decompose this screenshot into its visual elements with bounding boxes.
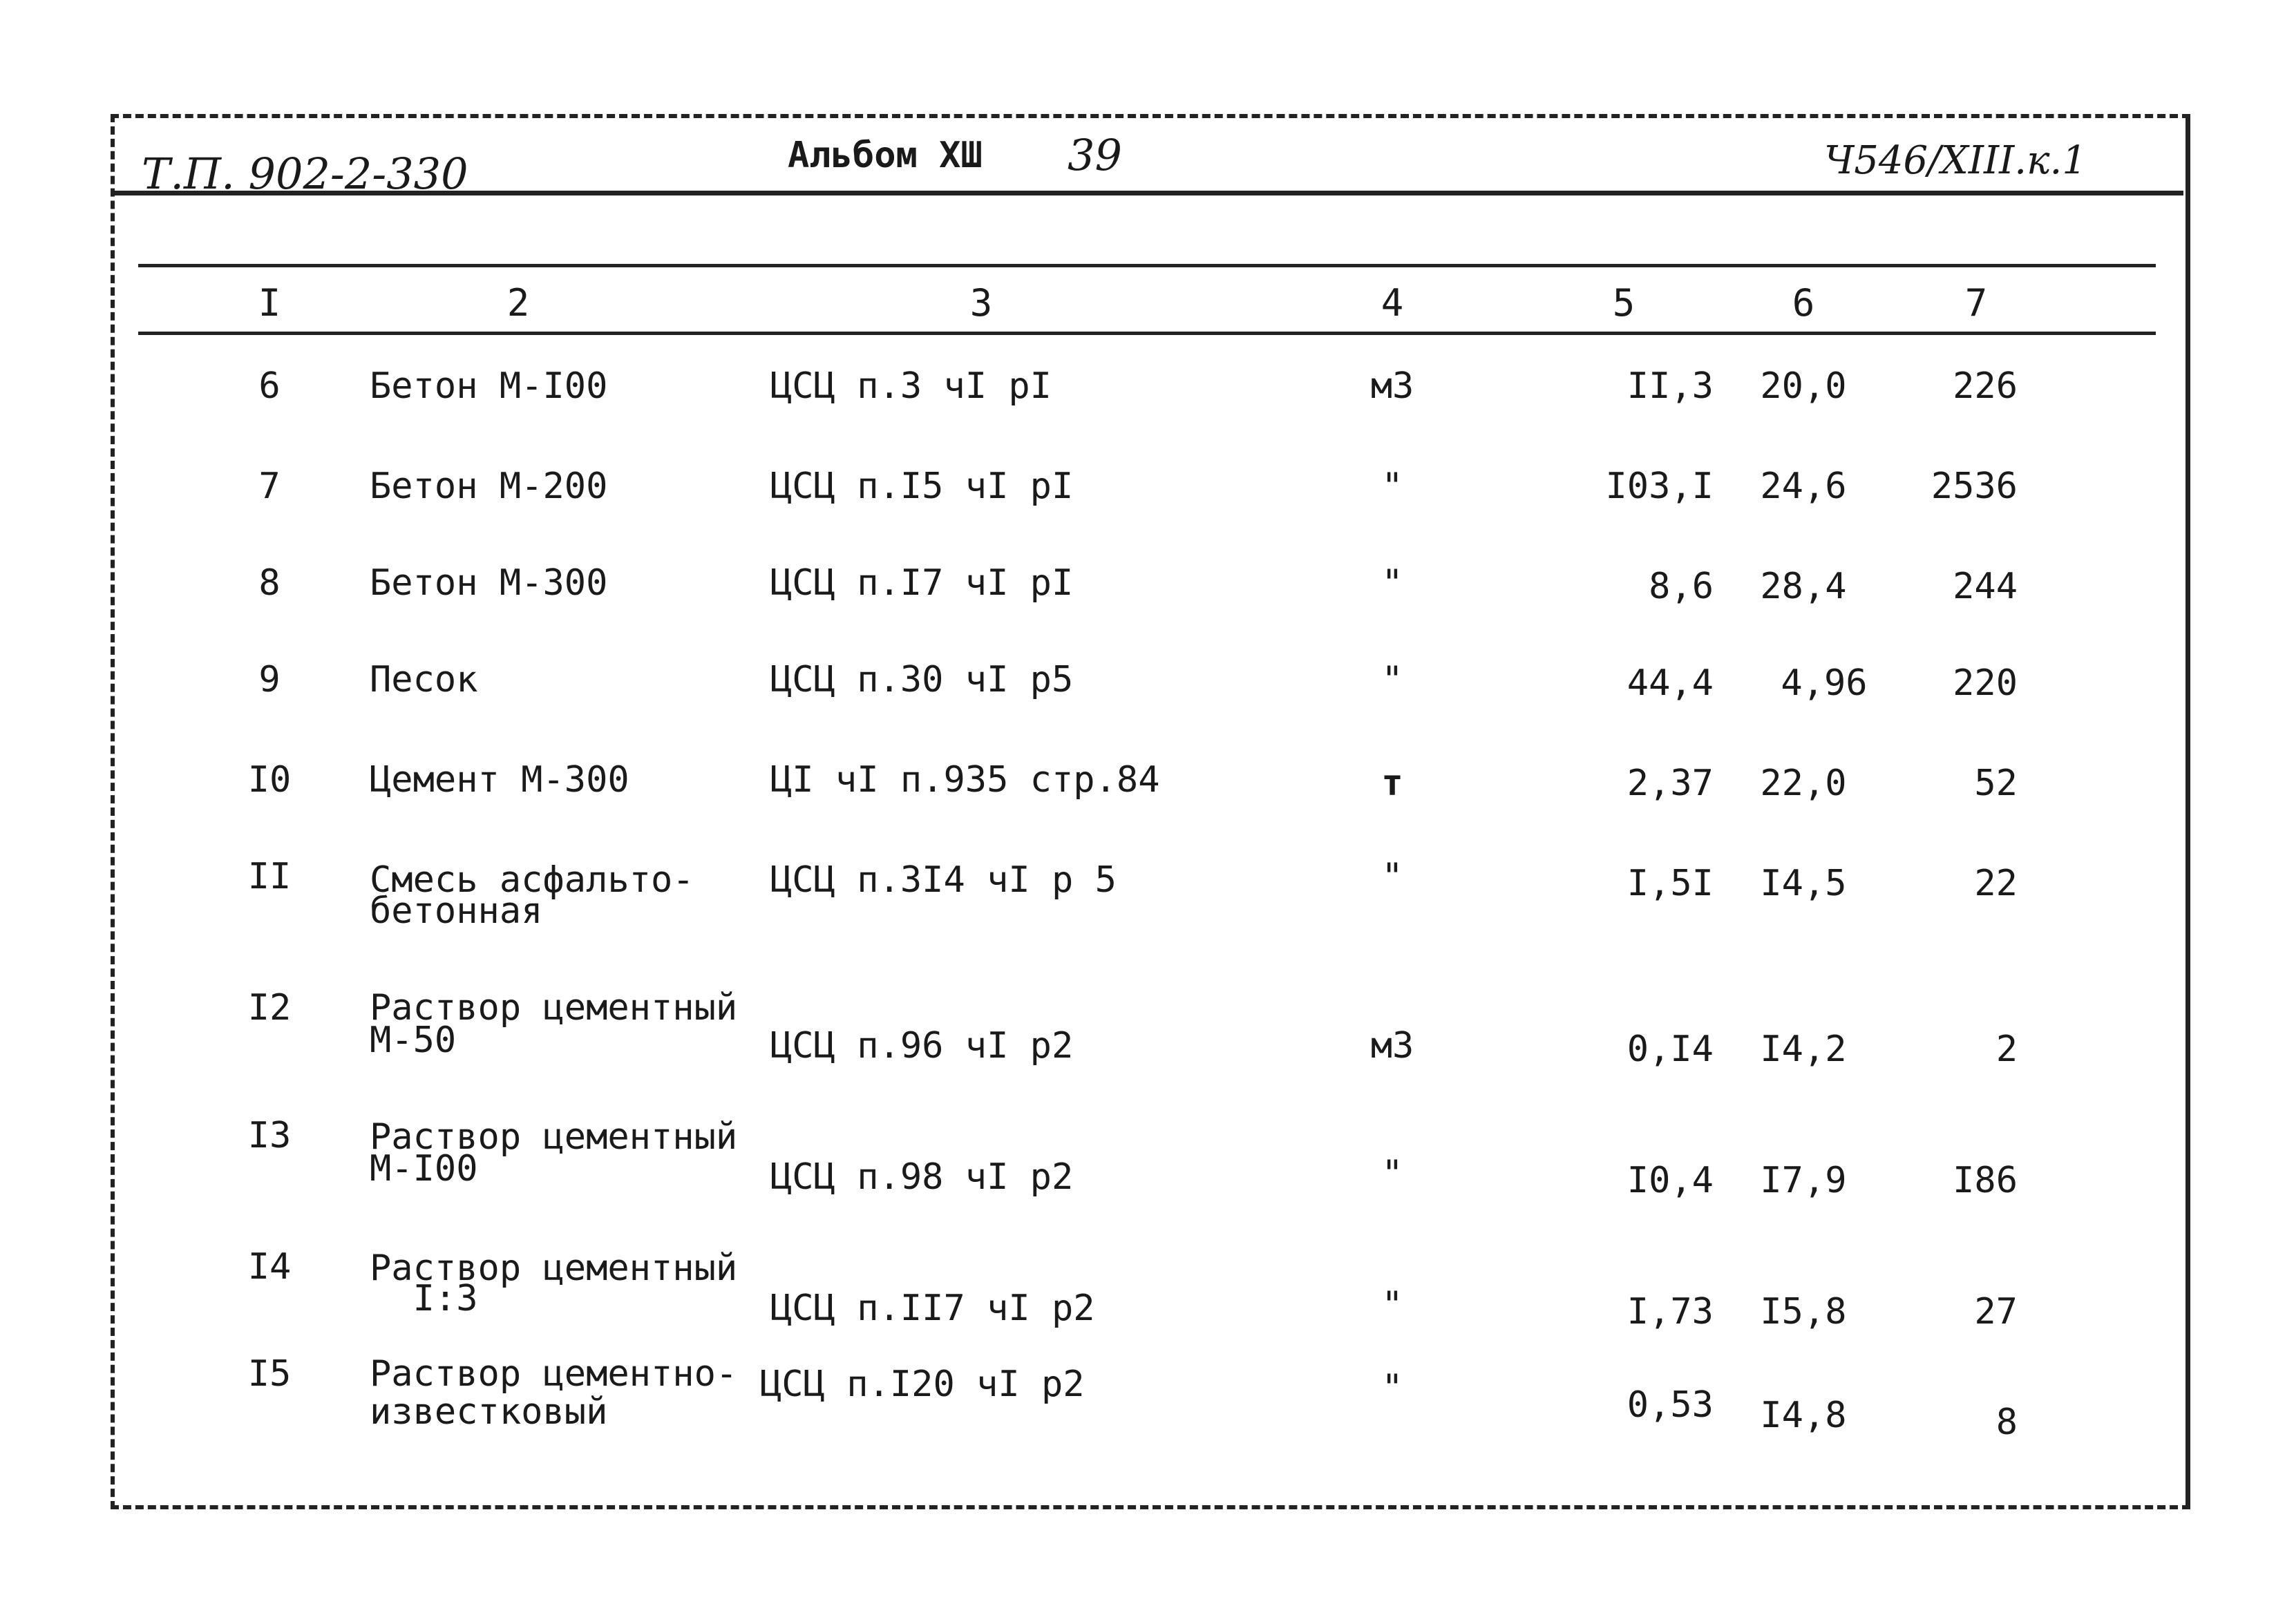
total-cost: 2 <box>1995 1029 2018 1070</box>
row-number: 9 <box>258 659 281 700</box>
row-number: I0 <box>247 759 292 801</box>
unit: " <box>1381 562 1403 604</box>
unit: " <box>1381 1284 1403 1326</box>
quantity: I,73 <box>1627 1291 1714 1332</box>
unit: " <box>1381 1153 1403 1194</box>
material-name-line-2: М-50 <box>370 1020 457 1061</box>
unit-price: I7,9 <box>1760 1160 1847 1201</box>
album-label: Альбом ХШ <box>788 135 983 176</box>
unit-price: I4,5 <box>1760 863 1847 904</box>
unit-price: I4,8 <box>1760 1395 1847 1436</box>
row-number: I2 <box>247 987 292 1029</box>
material-name: Цемент М-300 <box>370 759 629 801</box>
price-reference: ЦI чI п.935 стр.84 <box>770 759 1160 801</box>
quantity: 44,4 <box>1627 662 1714 704</box>
row-number: I5 <box>247 1353 292 1395</box>
unit-price: 20,0 <box>1760 365 1847 407</box>
quantity: 2,37 <box>1627 763 1714 804</box>
material-name: Бетон М-300 <box>370 562 608 604</box>
row-number: 6 <box>258 365 281 407</box>
quantity: I0,4 <box>1627 1160 1714 1201</box>
unit-price: I5,8 <box>1760 1291 1847 1332</box>
unit: т <box>1381 763 1403 804</box>
column-header-6: 6 <box>1792 281 1815 325</box>
quantity: I03,I <box>1605 466 1714 507</box>
quantity: 0,53 <box>1627 1384 1714 1426</box>
price-reference: ЦСЦ п.30 чI р5 <box>770 659 1074 700</box>
total-cost: 2536 <box>1931 466 2018 507</box>
column-header-5: 5 <box>1612 281 1635 325</box>
unit-price: 22,0 <box>1760 763 1847 804</box>
total-cost: 244 <box>1953 566 2018 607</box>
quantity: 8,6 <box>1649 566 1714 607</box>
material-name-line-1: Раствор цементный <box>370 987 738 1029</box>
table-header-rule <box>138 332 2156 335</box>
material-name-line-2: I:3 <box>370 1278 478 1319</box>
total-cost: 52 <box>1974 763 2018 804</box>
material-name: Бетон М-200 <box>370 466 608 507</box>
quantity: II,3 <box>1627 365 1714 407</box>
price-reference: ЦСЦ п.I20 чI р2 <box>760 1364 1085 1405</box>
material-name-line-1: Раствор цементный <box>370 1116 738 1158</box>
total-cost: 27 <box>1974 1291 2018 1332</box>
unit-price: 24,6 <box>1760 466 1847 507</box>
quantity: I,5I <box>1627 863 1714 904</box>
material-name-line-1: Раствор цементный <box>370 1248 738 1289</box>
price-reference: ЦСЦ п.I7 чI рI <box>770 562 1074 604</box>
unit: " <box>1381 659 1403 700</box>
unit-price: 4,96 <box>1781 662 1868 704</box>
total-cost: 226 <box>1953 365 2018 407</box>
unit: " <box>1381 856 1403 897</box>
column-header-7: 7 <box>1964 281 1988 325</box>
price-reference: ЦСЦ п.3 чI рI <box>770 365 1052 407</box>
unit-price: I4,2 <box>1760 1029 1847 1070</box>
price-reference: ЦСЦ п.98 чI р2 <box>770 1156 1074 1198</box>
table-top-rule <box>138 264 2156 267</box>
column-header-1: I <box>258 281 281 325</box>
row-number: 8 <box>258 562 281 604</box>
unit: м3 <box>1370 1025 1414 1067</box>
row-number: I3 <box>247 1115 292 1156</box>
total-cost: 220 <box>1953 662 2018 704</box>
column-header-4: 4 <box>1381 281 1404 325</box>
row-number: II <box>247 856 292 897</box>
row-number: 7 <box>258 466 281 507</box>
total-cost: I86 <box>1953 1160 2018 1201</box>
material-name-line-2: известковый <box>370 1391 608 1433</box>
material-name: Бетон М-I00 <box>370 365 608 407</box>
material-name-line-2: бетонная <box>370 890 543 932</box>
price-reference: ЦСЦ п.3I4 чI р 5 <box>770 859 1117 901</box>
unit: " <box>1381 1367 1403 1408</box>
project-code: Т.П. 902-2-330 <box>142 149 468 199</box>
unit: м3 <box>1370 365 1414 407</box>
material-name-line-1: Раствор цементно- <box>370 1353 738 1395</box>
quantity: 0,I4 <box>1627 1029 1714 1070</box>
price-reference: ЦСЦ п.96 чI р2 <box>770 1025 1074 1067</box>
material-name: Песок <box>370 659 478 700</box>
unit-price: 28,4 <box>1760 566 1847 607</box>
row-number: I4 <box>247 1246 292 1288</box>
price-reference: ЦСЦ п.I5 чI рI <box>770 466 1074 507</box>
inventory-number: Ч546/XIII.к.1 <box>1824 138 2087 183</box>
total-cost: 22 <box>1974 863 2018 904</box>
column-header-3: 3 <box>969 281 993 325</box>
total-cost: 8 <box>1995 1402 2018 1443</box>
material-name-line-1: Смесь асфальто- <box>370 859 694 901</box>
unit: " <box>1381 466 1403 507</box>
price-reference: ЦСЦ п.II7 чI р2 <box>770 1288 1095 1329</box>
column-header-2: 2 <box>506 281 530 325</box>
material-name-line-2: М-I00 <box>370 1148 478 1190</box>
page-number: 39 <box>1068 130 1122 180</box>
